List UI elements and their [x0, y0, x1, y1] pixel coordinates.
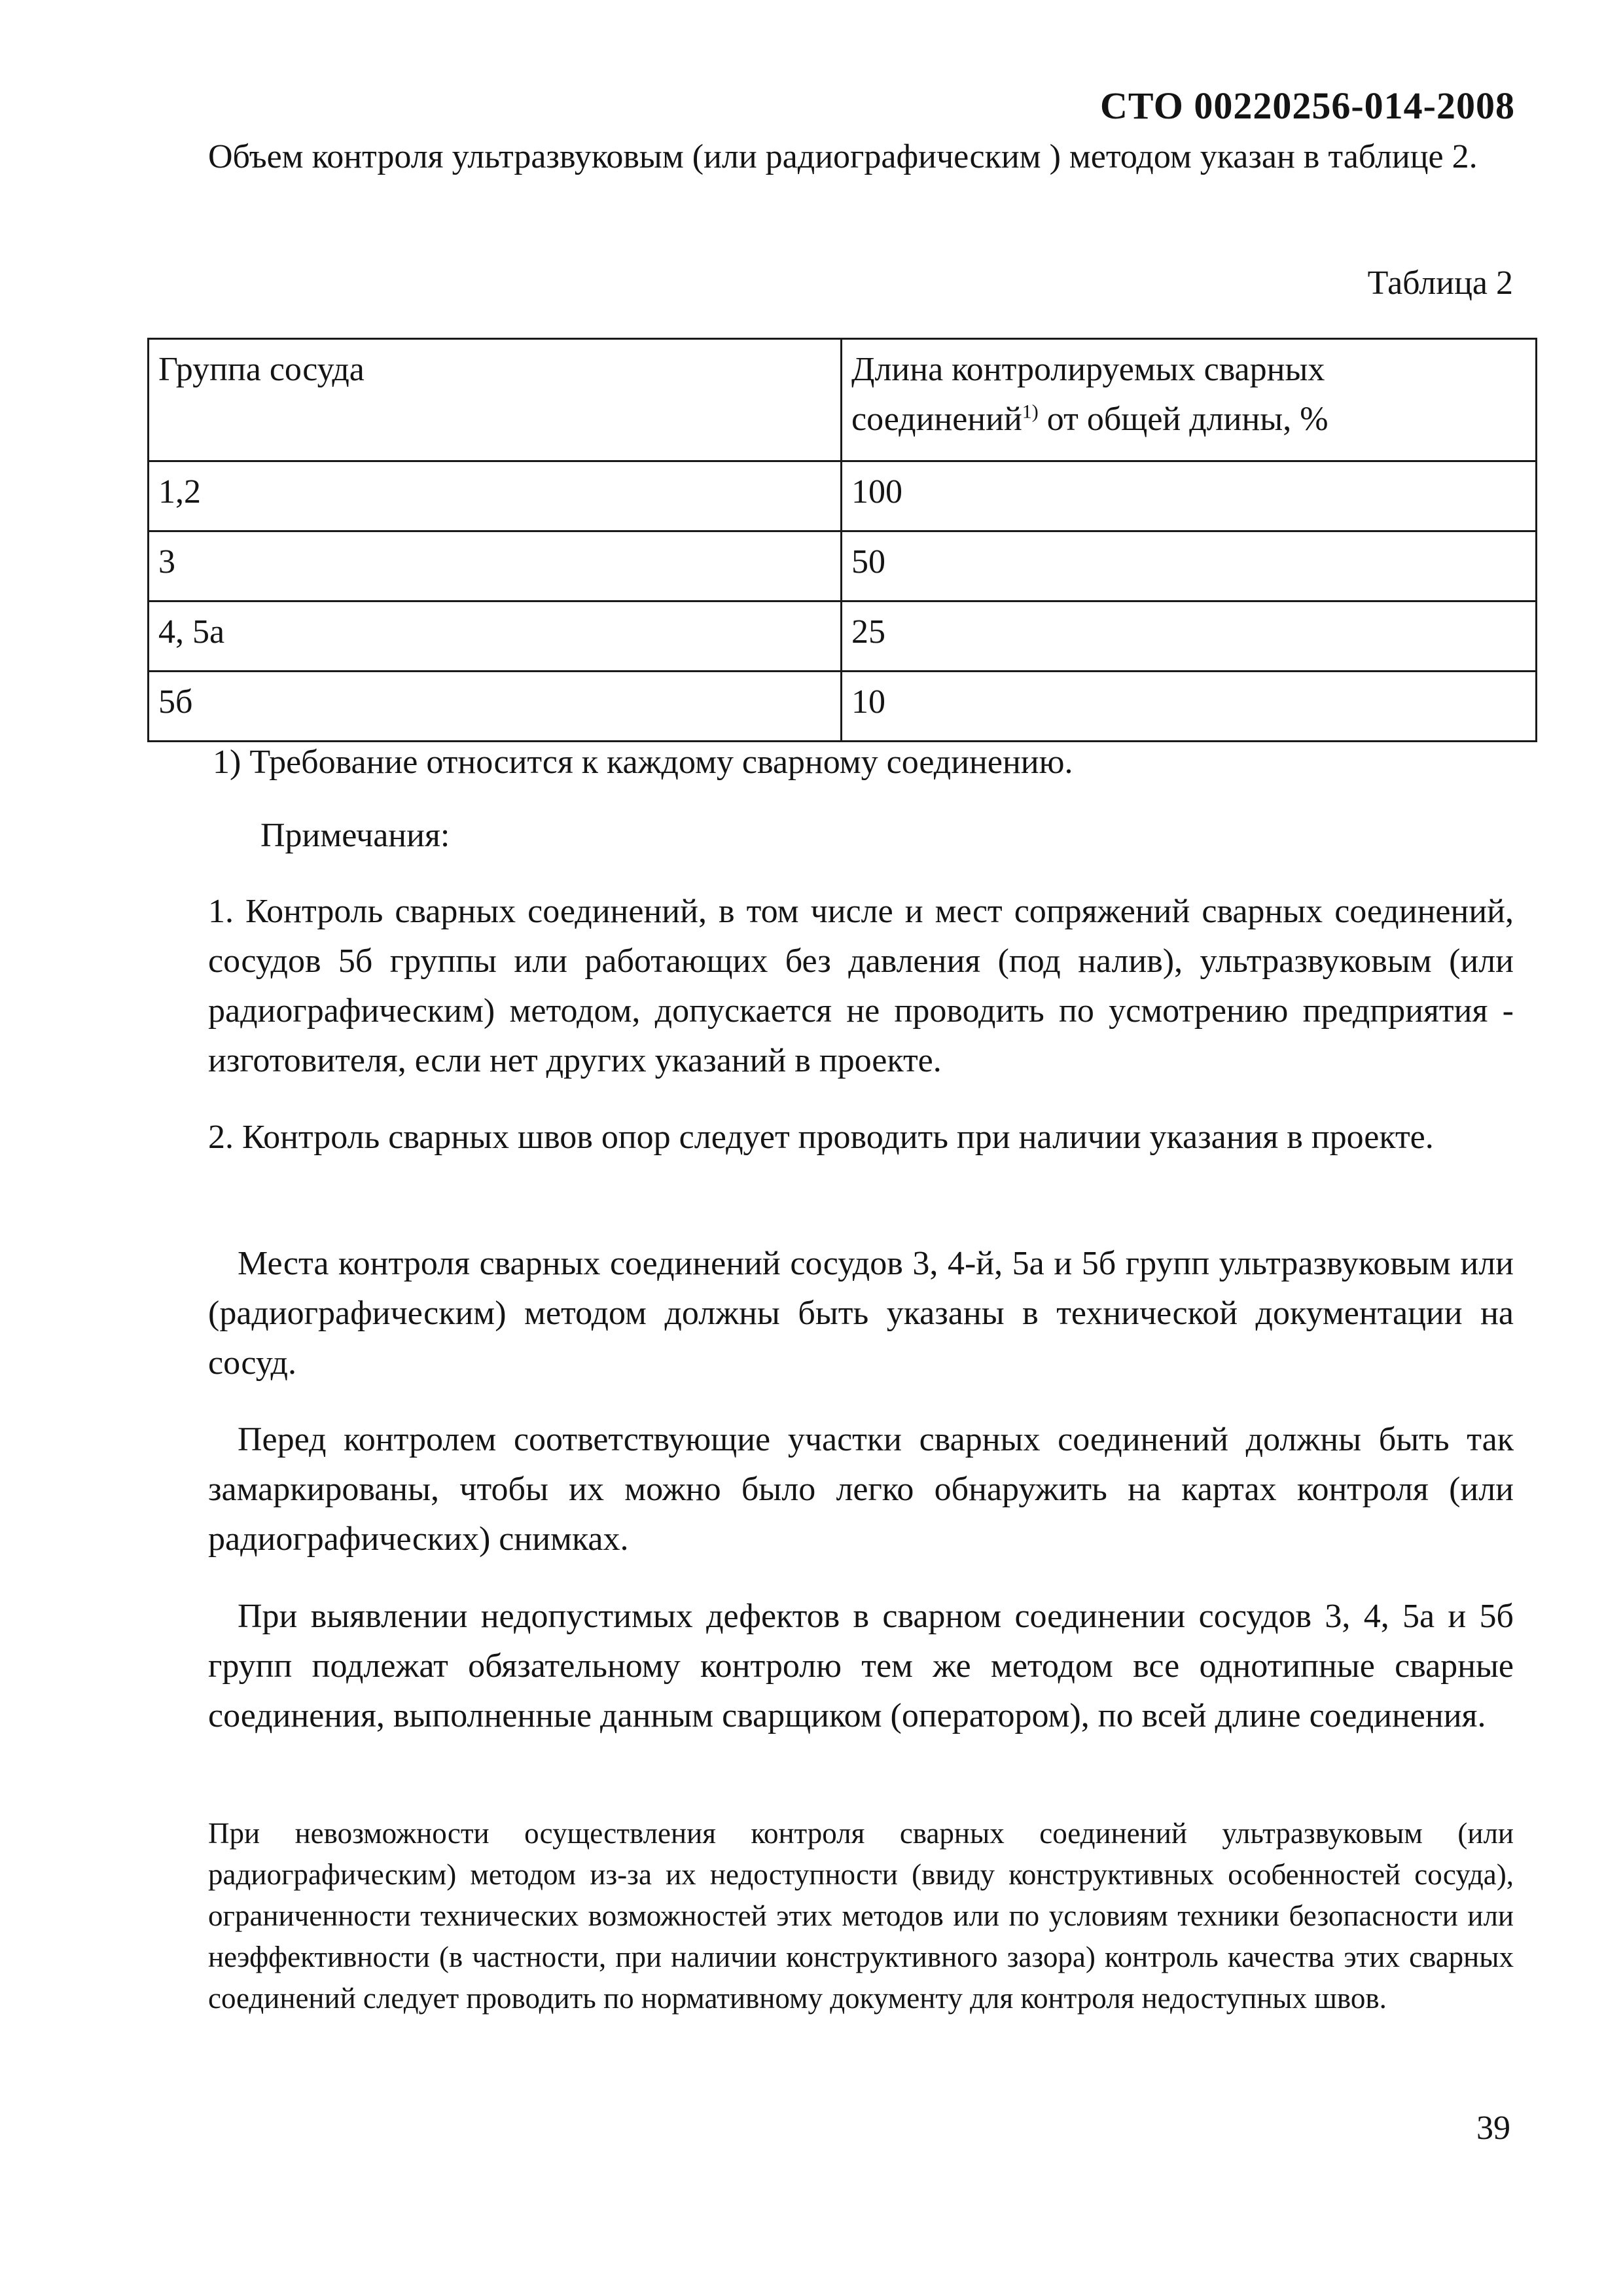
table-footnote: 1) Требование относится к каждому сварному соединению.	[213, 744, 1073, 781]
cell-group: 1,2	[149, 461, 842, 531]
control-volume-table	[147, 338, 1537, 742]
cell-length: 25	[842, 601, 1537, 672]
cell-length: 10	[842, 672, 1537, 742]
page-number: 39	[1476, 2109, 1510, 2147]
header-length-line2-rest: от общей длины, %	[1038, 401, 1329, 438]
document-code: СТО 00220256-014-2008	[1099, 84, 1515, 127]
notes-heading: Примечания:	[260, 817, 450, 854]
cell-group: 5б	[149, 672, 842, 742]
cell-group: 4, 5а	[149, 601, 842, 672]
table-row	[149, 531, 1537, 601]
intro-paragraph: Объем контроля ультразвуковым (или радиографическим ) методом указан в таблице 2.	[208, 138, 1478, 175]
note-1: 1. Контроль сварных соединений, в том числе и мест сопряжений сварных соединений, сосудов 5б группы или работающих без давления (под налив), ультразвуковым (или радиографическим) методом, допускается не проводить по усмотрению предприятия - изготовителя, если нет других указаний в проекте.	[208, 893, 1514, 1079]
header-controlled-length	[842, 339, 1537, 461]
paragraph-control-locations: Места контроля сварных соединений сосудов 3, 4-й, 5а и 5б групп ультразвуковым или (радиографическим) методом должны быть указаны в технической документации на сосуд.	[208, 1245, 1514, 1382]
paragraph-defects: При выявлении недопустимых дефектов в сварном соединении сосудов 3, 4, 5а и 5б групп подлежат обязательному контролю тем же методом все однотипные сварные соединения, выполненные данным сварщиком (оператором), по всей длине соединения.	[208, 1598, 1514, 1734]
cell-length: 50	[842, 531, 1537, 601]
paragraph-marking: Перед контролем соответствующие участки сварных соединений должны быть так замаркированы, чтобы их можно было легко обнаружить на картах контроля (или радиографических) снимках.	[208, 1421, 1514, 1558]
header-vessel-group: Группа сосуда	[149, 339, 842, 461]
cell-length: 100	[842, 461, 1537, 531]
note-2: 2. Контроль сварных швов опор следует проводить при наличии указания в проекте.	[208, 1119, 1434, 1156]
table-row	[149, 601, 1537, 672]
table-row	[149, 672, 1537, 742]
header-length-line2: соединений	[851, 401, 1022, 438]
table-row	[149, 461, 1537, 531]
header-length-line1: Длина контролируемых сварных	[851, 351, 1325, 388]
paragraph-inaccessible-welds: При невозможности осуществления контроля сварных соединений ультразвуковым (или радиографическим) методом из-за их недоступности (ввиду конструктивных особенностей сосуда), ограниченности технических возможностей этих методов или по условиям техники безопасности или неэффективности (в частности, при наличии конструктивного зазора) контроль качества этих сварных соединений следует проводить по нормативному документу для контроля недоступных швов.	[208, 1817, 1514, 2015]
table-title: Таблица 2	[1367, 264, 1513, 302]
table-header-row	[149, 339, 1537, 461]
cell-group: 3	[149, 531, 842, 601]
footnote-mark: 1)	[1022, 401, 1039, 423]
